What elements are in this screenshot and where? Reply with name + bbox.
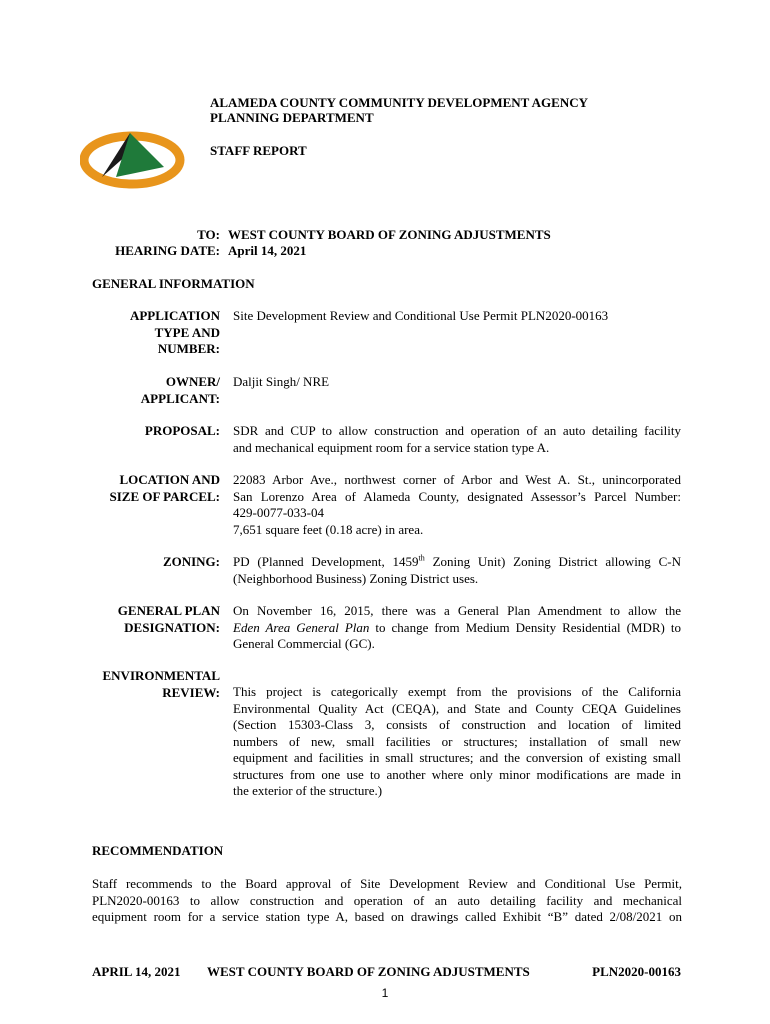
hearing-date-value: April 14, 2021 (228, 243, 307, 258)
county-logo (80, 125, 185, 190)
to-label: TO: (197, 227, 220, 242)
report-type: STAFF REPORT (210, 143, 307, 158)
to-value: WEST COUNTY BOARD OF ZONING ADJUSTMENTS (228, 227, 551, 242)
application-value: Site Development Review and Conditional Use Permit PLN2020-00163 (233, 308, 609, 323)
footer-case-number: PLN2020-00163 (592, 964, 681, 979)
general-plan-value: On November 16, 2015, there was a General Plan Amendment to allow the Eden Area General Plan to change from Medium Density Residential (MDR) to General Commercial (GC). (233, 603, 681, 651)
proposal-label: PROPOSAL: (144, 423, 220, 438)
proposal-value: SDR and CUP to allow construction and operation of an auto detailing facility and mechanical equipment room for a service station type A. (233, 423, 681, 455)
general-plan-label: GENERAL PLAN DESIGNATION: (117, 603, 220, 635)
location-value: 22083 Arbor Ave., northwest corner of Arbor and West A. St., unincorporated San Lorenzo Area of Alameda County, designated Assessor’s Parcel Number: 429-0077-033-04 7,651 square feet (0.18 acre) in area. (233, 472, 681, 537)
hearing-date-label: HEARING DATE: (115, 243, 220, 258)
environmental-review-label: ENVIRONMENTAL REVIEW: (102, 668, 220, 700)
general-information-heading: GENERAL INFORMATION (92, 276, 255, 291)
agency-name: ALAMEDA COUNTY COMMUNITY DEVELOPMENT AGENCY (210, 95, 588, 110)
footer-date: APRIL 14, 2021 (92, 964, 181, 979)
footer-board: WEST COUNTY BOARD OF ZONING ADJUSTMENTS (207, 964, 530, 979)
location-label: LOCATION AND SIZE OF PARCEL: (109, 472, 220, 504)
recommendation-heading: RECOMMENDATION (92, 843, 224, 858)
page-number: 1 (381, 986, 389, 1000)
department-name: PLANNING DEPARTMENT (210, 110, 374, 125)
application-label: APPLICATION TYPE AND NUMBER: (129, 308, 220, 356)
recommendation-body: Staff recommends to the Board approval of Site Development Review and Conditional Use Permit, PLN2020-00163 to allow construction and operation of an auto detailing facility and mechanical equipment room for a service station type A, based on drawings called Exhibit “B” dated 2/08/2021 on (92, 876, 682, 924)
owner-value: Daljit Singh/ NRE (233, 374, 330, 389)
environmental-review-value: This project is categorically exempt from the provisions of the California Environmental Quality Act (CEQA), and State and County CEQA Guidelines (Section 15303-Class 3, consists of construction and location of limited numbers of new, small facilities or structures; installation of small new equipment and facilities in small structures; and the conversion of existing small structures from one use to another where only minor modifications are made in the exterior of the structure.) (233, 684, 681, 798)
owner-label: OWNER/ APPLICANT: (140, 374, 220, 406)
zoning-label: ZONING: (162, 554, 220, 569)
zoning-value: PD (Planned Development, 1459th Zoning Unit) Zoning District allowing C-N (Neighborhood Business) Zoning District uses. (233, 553, 681, 586)
